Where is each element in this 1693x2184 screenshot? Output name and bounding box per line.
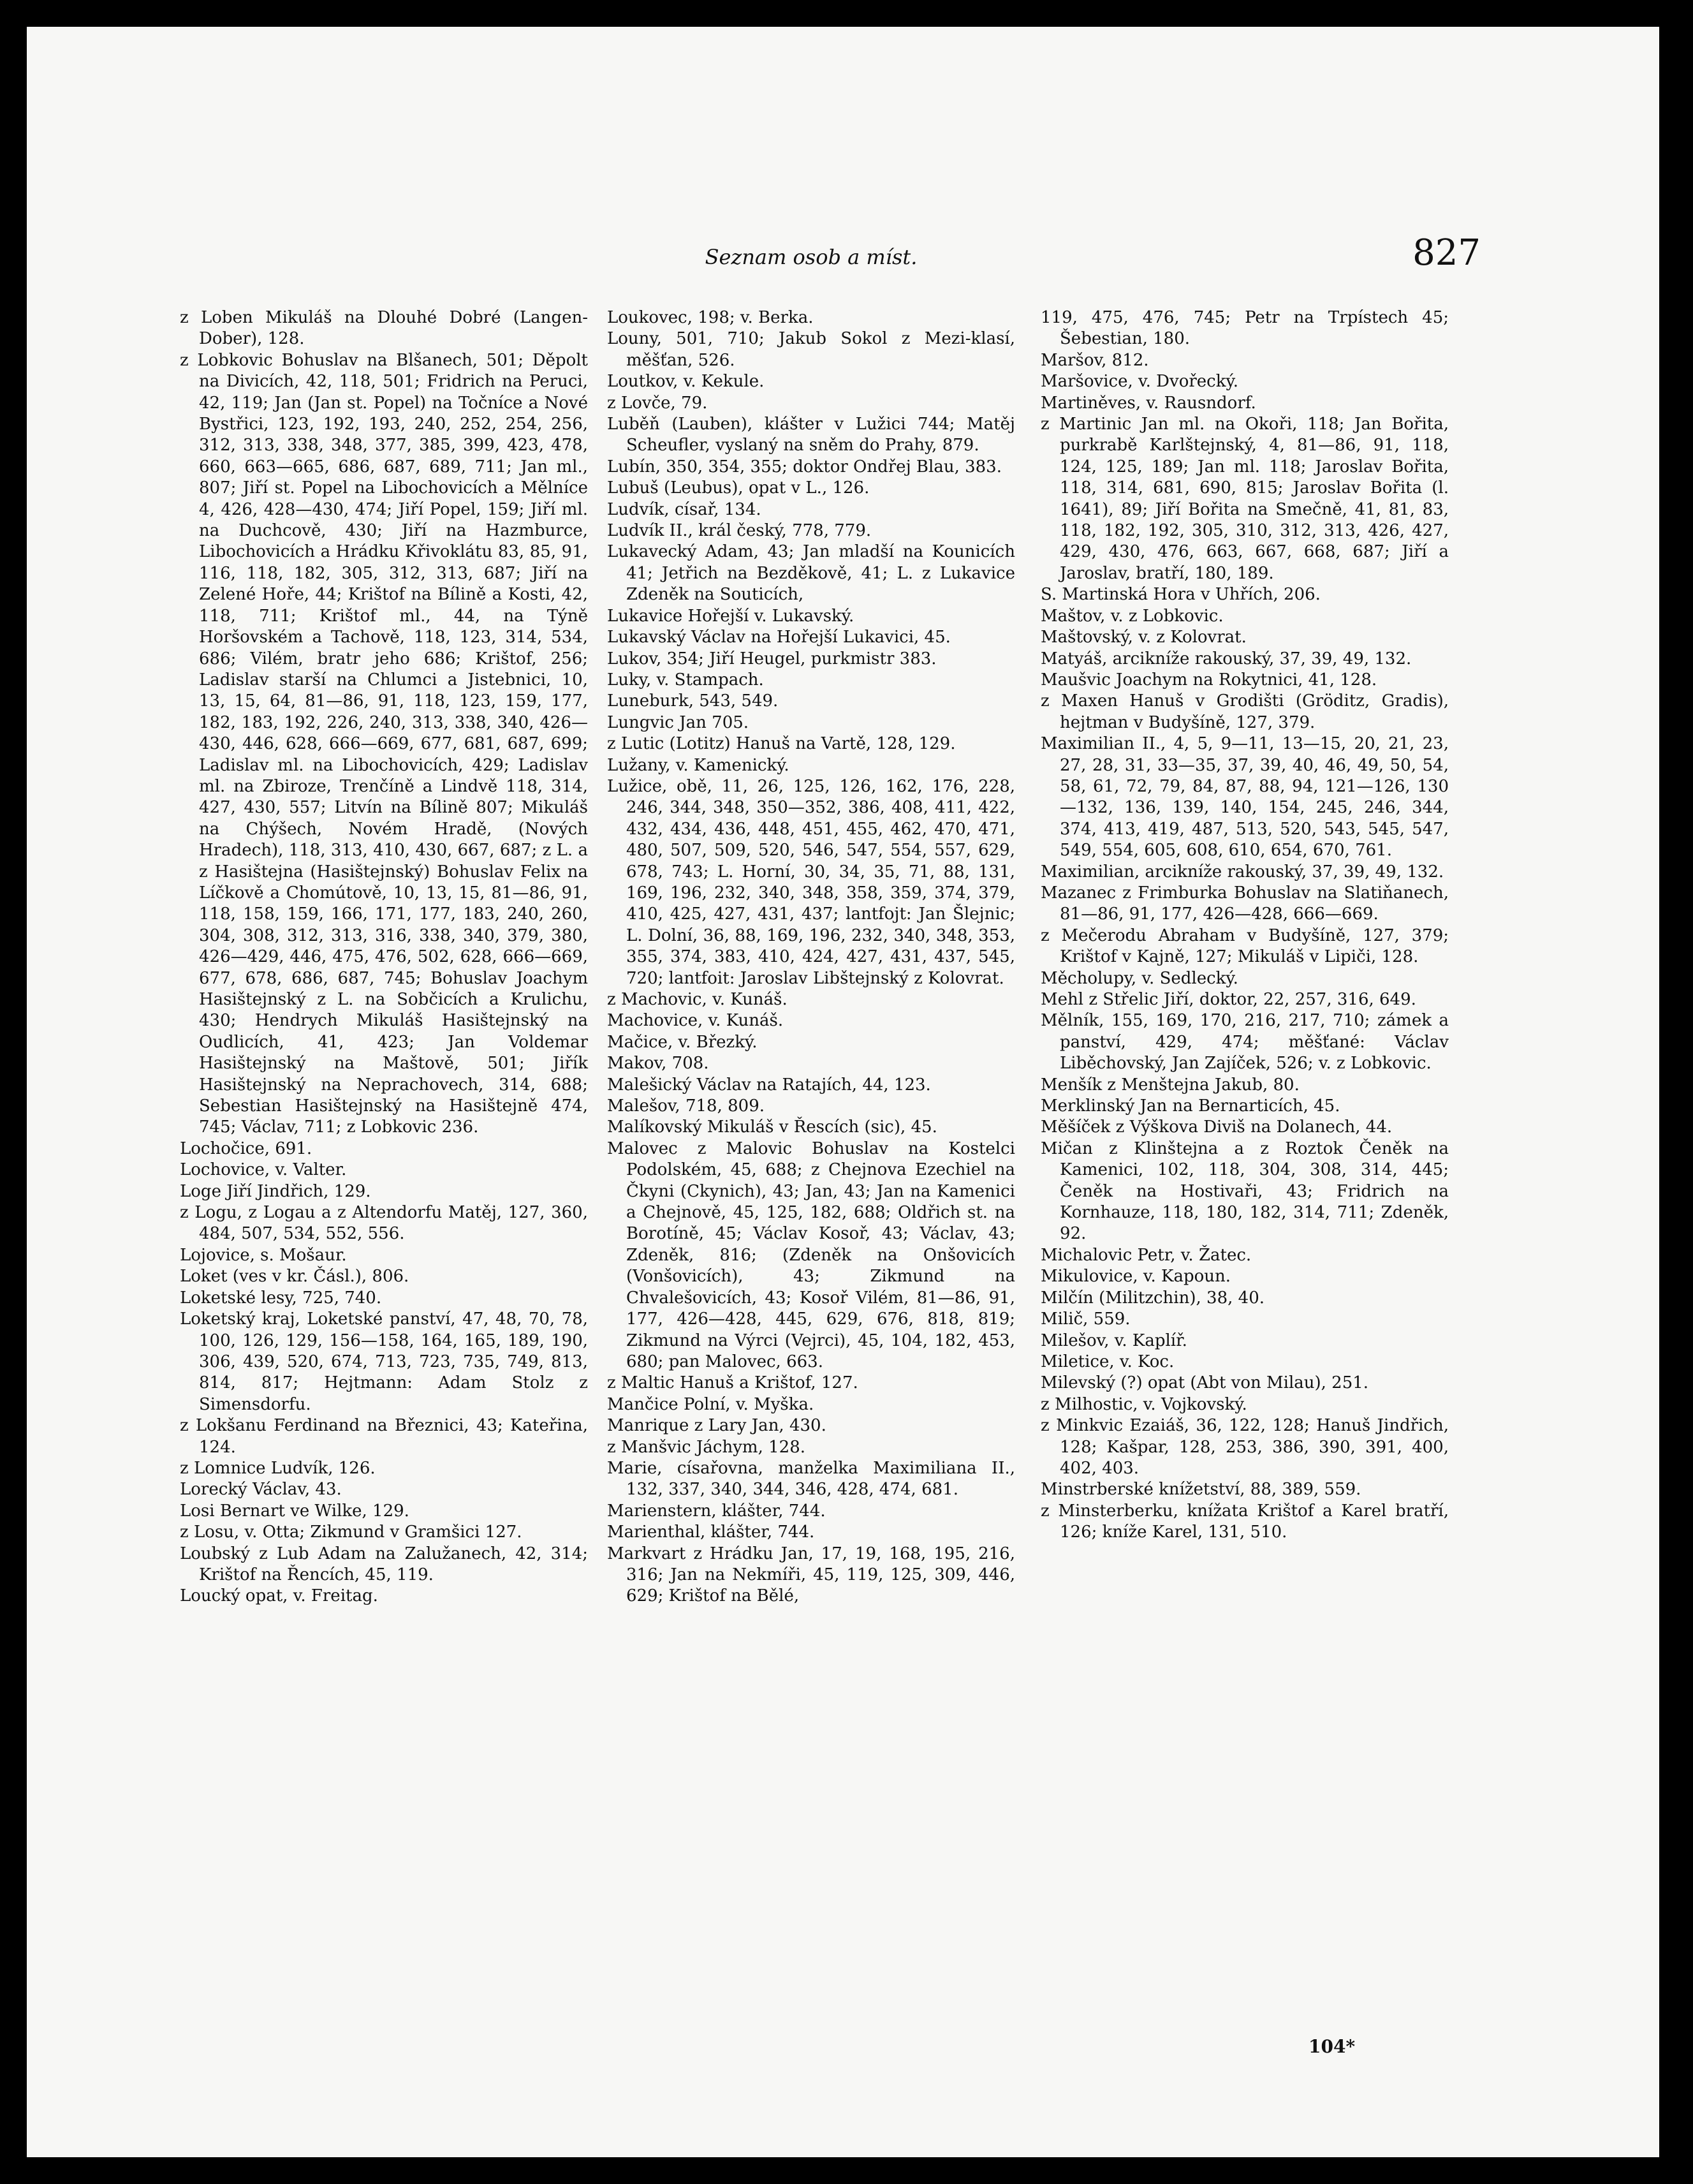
index-entry: Mikulovice, v. Kapoun. — [1041, 1267, 1231, 1287]
index-entry: z Lobkovic Bohuslav na Blšanech, 501; Děpolt na Divicích, 42, 118, 501; Fridrich na Peruci, 42, 119; Jan (Jan st. Popel) na Točníce a Nové Bystřici, 123, 192, 193, 240, 252, 254, 256, 312, 313, 338, 348, 377, 385, 399, 423, 478, 660, 663—665, 686, 687, 689, 711; Jan ml., 807; Jiří st. Popel na Libochovicích a Mělníce 4, 426, 428—430, 474; Jiří Popel, 159; Jiří ml. na Duchcově, 430; Jiří na Hazmburce, Libochovicích a Hrádku Křivoklátu 83, 85, 91, 116, 118, 182, 305, 312, 313, 687; Jiří na Zelené Hoře, 44; Krištof na Bílině a Kosti, 42, 118, 711; Krištof ml., 44, na Týně Horšovském a Tachově, 118, 123, 314, 534, 686; Vilém, bratr jeho 686; Krištof, 256; Ladislav starší na Chlumci a Jistebnici, 10, 13, 15, 64, 81—86, 91, 118, 123, 159, 177, 182, 183, 192, 226, 240, 313, 338, 340, 426—430, 446, 628, 666—669, 677, 681, 687, 699; Ladislav ml. na Libochovicích, 429; Ladislav ml. na Zbiroze, Trenčíně a Lindvě 118, 314, 427, 430, 557; Litvín na Bílině 807; Mikuláš na Chýšech, Novém Hradě, (Nových Hradech), 118, 313, 410, 430, 667, 687; z L. a z Hasištejna (Hasištejnský) Bohuslav Felix na Líčkově a Chomútově, 10, 13, 15, 81—86, 91, 118, 158, 159, 166, 171, 177, 183, 240, 260, 304, 308, 312, 313, 316, 338, 340, 379, 380, 426—429, 446, 475, 476, 502, 628, 666—669, 677, 678, 686, 687, 745; Bohuslav Joachym Hasištejnský z L. na Sobčicích a Krulichu, 430; Hendrych Mikuláš Hasištejnský na Oudlicích, 41, 423; Jan Voldemar Hasištejnský na Maštově, 501; Jiřík Hasištejnský na Neprachovech, 314, 688; Sebestian Hasištejnský na Hasištejně 474, 745; Václav, 711; z Lobkovic 236. — [180, 350, 588, 1137]
index-entry: Lukavský Václav na Hořejší Lukavici, 45. — [607, 628, 951, 647]
index-entry: Loge Jiří Jindřich, 129. — [180, 1181, 371, 1201]
index-entry: Mančice Polní, v. Myška. — [607, 1394, 814, 1414]
index-entry: Ludvík, císař, 134. — [607, 499, 761, 519]
index-entry: Marienstern, klášter, 744. — [607, 1501, 826, 1521]
index-entry: z Loben Mikuláš na Dlouhé Dobré (Langen-Dober), 128. — [180, 308, 588, 349]
index-entry: z Lovče, 79. — [607, 393, 708, 413]
index-entry: Loukovec, 198; v. Berka. — [607, 308, 814, 327]
index-entry: S. Martinská Hora v Uhřích, 206. — [1041, 585, 1321, 605]
index-entry: Mělník, 155, 169, 170, 216, 217, 710; zámek a panství, 429, 474; měšťané: Václav Liběchovský, Jan Zajíček, 526; v. z Lobkovic. — [1041, 1011, 1449, 1074]
index-entry: z Martinic Jan ml. na Okoři, 118; Jan Bořita, purkrabě Karlštejnský, 4, 81—86, 91, 118, 124, 125, 189; Jan ml. 118; Jaroslav Bořita, 118, 314, 681, 690, 815; Jaroslav Bořita (l. 1641), 89; Jiří Bořita na Smečně, 41, 81, 83, 118, 182, 192, 305, 310, 312, 313, 426, 427, 429, 430, 476, 663, 667, 668, 687; Jiří a Jaroslav, bratří, 180, 189. — [1041, 415, 1449, 583]
index-entry: Malešický Václav na Ratajích, 44, 123. — [607, 1075, 931, 1095]
index-entry: z Lomnice Ludvík, 126. — [180, 1458, 376, 1478]
index-entry: Luběň (Lauben), klášter v Lužici 744; Matěj Scheufler, vyslaný na sněm do Prahy, 879. — [607, 415, 1015, 455]
index-entry: Loketský kraj, Loketské panství, 47, 48, 70, 78, 100, 126, 129, 156—158, 164, 165, 189, 190, 306, 439, 520, 674, 713, 723, 735, 749, 813, 814, 817; Hejtmann: Adam Stolz z Simensdorfu. — [180, 1310, 588, 1414]
index-entry: Ludvík II., král český, 778, 779. — [607, 521, 872, 541]
index-entry: z Lutic (Lotitz) Hanuš na Vartě, 128, 129. — [607, 734, 956, 754]
index-entry: Lungvic Jan 705. — [607, 712, 749, 732]
index-entry: z Losu, v. Otta; Zikmund v Gramšici 127. — [180, 1523, 522, 1542]
index-entry: Lochovice, v. Valter. — [180, 1160, 347, 1180]
index-entry: Loket (ves v kr. Čásl.), 806. — [180, 1267, 409, 1287]
index-entry: Lužice, obě, 11, 26, 125, 126, 162, 176, 228, 246, 344, 348, 350—352, 386, 408, 411, 422, 432, 434, 436, 448, 451, 455, 462, 470, 471, 480, 507, 509, 520, 546, 547, 554, 557, 629, 678, 743; L. Horní, 30, 34, 35, 71, 88, 131, 169, 196, 232, 340, 348, 358, 359, 374, 379, 410, 425, 427, 431, 437; lantfojt: Jan Šlejnic; L. Dolní, 36, 88, 169, 196, 232, 340, 348, 353, 355, 374, 383, 410, 424, 427, 431, 437, 545, 720; lantfoit: Jaroslav Libštejnský z Kolovrat. — [607, 776, 1015, 988]
index-column-2 — [607, 307, 1015, 1607]
index-entry: Losi Bernart ve Wilke, 129. — [180, 1501, 409, 1521]
index-entry: Mačice, v. Březký. — [607, 1032, 758, 1052]
index-entry: Minstrberské knížetství, 88, 389, 559. — [1041, 1480, 1361, 1500]
index-entry: Louny, 501, 710; Jakub Sokol z Mezi-klasí, měšťan, 526. — [607, 329, 1015, 370]
page-header — [142, 232, 1481, 296]
index-entry: Luneburk, 543, 549. — [607, 691, 779, 711]
index-entry: Lubuš (Leubus), opat v L., 126. — [607, 478, 870, 498]
signature-mark: 104* — [1308, 2036, 1356, 2057]
index-entry: Machovice, v. Kunáš. — [607, 1011, 784, 1031]
index-entry: Lukov, 354; Jiří Heugel, purkmistr 383. — [607, 649, 937, 668]
index-entry: Loubský z Lub Adam na Zalužanech, 42, 314; Krištof na Řencích, 45, 119. — [180, 1544, 588, 1584]
index-entry: 119, 475, 476, 745; Petr na Trpístech 45; Šebestian, 180. — [1041, 308, 1449, 349]
index-entry: Luky, v. Stampach. — [607, 670, 764, 690]
index-entry: Lochočice, 691. — [180, 1139, 312, 1158]
index-entry: z Minsterberku, knížata Krištof a Karel bratří, 126; kníže Karel, 131, 510. — [1041, 1501, 1449, 1542]
index-entry: Lukavice Hořejší v. Lukavský. — [607, 606, 854, 626]
index-entry: Lojovice, s. Mošaur. — [180, 1245, 347, 1265]
index-entry: z Lokšanu Ferdinand na Březnici, 43; Kateřina, 124. — [180, 1416, 588, 1457]
index-entry: Milčín (Militzchin), 38, 40. — [1041, 1288, 1264, 1308]
index-entry: z Logu, z Logau a z Altendorfu Matěj, 127, 360, 484, 507, 534, 552, 556. — [180, 1203, 588, 1244]
index-entry: Matyáš, arcikníže rakouský, 37, 39, 49, 132. — [1041, 649, 1412, 668]
index-entry: Lužany, v. Kamenický. — [607, 755, 789, 775]
index-entry: Manrique z Lary Jan, 430. — [607, 1416, 826, 1436]
index-entry: Maštovský, v. z Kolovrat. — [1041, 628, 1247, 647]
index-entry: Marienthal, klášter, 744. — [607, 1523, 815, 1542]
index-column-3 — [1041, 307, 1449, 1544]
index-entry: z Milhostic, v. Vojkovský. — [1041, 1394, 1247, 1414]
index-entry: Maximilian, arcikníže rakouský, 37, 39, 49, 132. — [1041, 862, 1444, 882]
index-entry: Marie, císařovna, manželka Maximiliana II., 132, 337, 340, 344, 346, 428, 474, 681. — [607, 1458, 1015, 1500]
index-entry: Loketské lesy, 725, 740. — [180, 1288, 382, 1308]
index-entry: Markvart z Hrádku Jan, 17, 19, 168, 195, 216, 316; Jan na Nekmíři, 45, 119, 125, 309, 446, 629; Krištof na Bělé, — [607, 1544, 1015, 1606]
index-entry: Martiněves, v. Rausndorf. — [1041, 393, 1256, 413]
index-entry: Milič, 559. — [1041, 1310, 1131, 1329]
index-entry: z Minkvic Ezaiáš, 36, 122, 128; Hanuš Jindřich, 128; Kašpar, 128, 253, 386, 390, 391, 400, 402, 403. — [1041, 1416, 1449, 1478]
index-entry: Merklinský Jan na Bernarticích, 45. — [1041, 1096, 1340, 1116]
index-entry: z Machovic, v. Kunáš. — [607, 990, 788, 1009]
running-title: Seznam osob a míst. — [705, 245, 918, 269]
index-entry: Měšíček z Výškova Diviš na Dolanech, 44. — [1041, 1118, 1393, 1137]
index-entry: z Manšvic Jáchym, 128. — [607, 1437, 805, 1457]
index-entry: z Maxen Hanuš v Grodišti (Gröditz, Gradis), hejtman v Budyšíně, 127, 379. — [1041, 691, 1449, 732]
index-entry: Miletice, v. Koc. — [1041, 1352, 1175, 1371]
index-entry: z Mečerodu Abraham v Budyšíně, 127, 379; Krištof v Kajně, 127; Mikuláš v Lipiči, 128. — [1041, 926, 1449, 967]
index-entry: z Maltic Hanuš a Krištof, 127. — [607, 1373, 858, 1393]
index-entry: Loutkov, v. Kekule. — [607, 372, 765, 392]
index-entry: Loucký opat, v. Freitag. — [180, 1586, 378, 1606]
index-entry: Maušvic Joachym na Rokytnici, 41, 128. — [1041, 670, 1377, 690]
index-entry: Malíkovský Mikuláš v Řescích (sic), 45. — [607, 1118, 937, 1137]
index-entry: Lorecký Václav, 43. — [180, 1480, 342, 1500]
index-entry: Michalovic Petr, v. Žatec. — [1041, 1245, 1252, 1265]
index-entry: Maršov, 812. — [1041, 350, 1149, 370]
index-entry: Lubín, 350, 354, 355; doktor Ondřej Blau, 383. — [607, 457, 1002, 476]
index-entry: Maršovice, v. Dvořecký. — [1041, 372, 1238, 392]
index-entry: Lukavecký Adam, 43; Jan mladší na Kounicích 41; Jetřich na Bezděkově, 41; L. z Lukavice Zdeněk na Souticích, — [607, 542, 1015, 605]
index-entry: Mehl z Střelic Jiří, doktor, 22, 257, 316, 649. — [1041, 990, 1416, 1009]
page-number: 827 — [1412, 232, 1481, 274]
index-entry: Malovec z Malovic Bohuslav na Kostelci Podolském, 45, 688; z Chejnova Ezechiel na Čkyni (Ckynich), 43; Jan, 43; Jan na Kamenici a Chejnově, 45, 125, 182, 688; Oldřich st. na Borotíně, 45; Václav Kosoř, 43; Václav, 43; Zdeněk, 816; (Zdeněk na Onšovicích (Vonšovicích), 43; Zikmund na Chvalešovicích, 43; Kosoř Vilém, 81—86, 91, 177, 426—428, 445, 629, 676, 818, 819; Zikmund na Výrci (Vejrci), 45, 104, 182, 453, 680; pan Malovec, 663. — [607, 1139, 1015, 1371]
index-entry: Měcholupy, v. Sedlecký. — [1041, 968, 1238, 988]
index-entry: Maštov, v. z Lobkovic. — [1041, 606, 1224, 626]
index-entry: Mazanec z Frimburka Bohuslav na Slatiňanech, 81—86, 91, 177, 426—428, 666—669. — [1041, 883, 1449, 924]
index-entry: Milešov, v. Kaplíř. — [1041, 1331, 1187, 1350]
index-entry: Maximilian II., 4, 5, 9—11, 13—15, 20, 21, 23, 27, 28, 31, 33—35, 37, 39, 40, 46, 49, 50, 54, 58, 61, 72, 79, 84, 87, 88, 94, 121—126, 130—132, 136, 139, 140, 154, 245, 246, 344, 374, 413, 419, 487, 513, 520, 543, 545, 547, 549, 554, 605, 608, 610, 654, 670, 761. — [1041, 734, 1449, 860]
index-column-1 — [180, 307, 588, 1607]
index-entry: Makov, 708. — [607, 1054, 709, 1074]
index-entry: Malešov, 718, 809. — [607, 1096, 765, 1116]
document-page — [27, 27, 1659, 2157]
index-entry: Milevský (?) opat (Abt von Milau), 251. — [1041, 1373, 1369, 1393]
index-entry: Menšík z Menštejna Jakub, 80. — [1041, 1075, 1300, 1095]
index-entry: Mičan z Klinštejna a z Roztok Čeněk na Kamenici, 102, 118, 304, 308, 314, 445; Čeněk na Hostivaři, 43; Fridrich na Kornhauze, 118, 180, 182, 314, 711; Zdeněk, 92. — [1041, 1139, 1449, 1244]
